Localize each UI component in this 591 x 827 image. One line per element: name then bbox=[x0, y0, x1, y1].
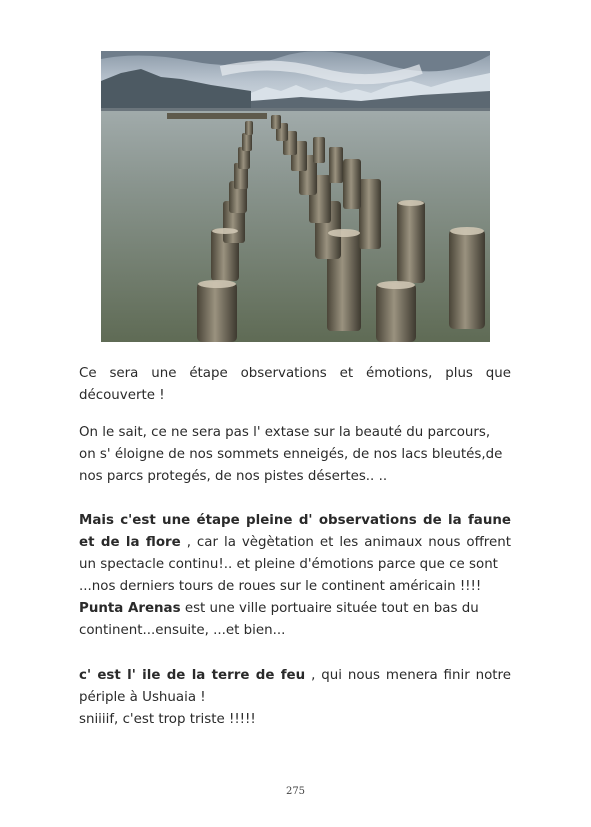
paragraph-ushuaia bbox=[79, 665, 511, 731]
tierra-del-fuego-emphasis: c' est l' ile de la terre de feu bbox=[79, 668, 306, 683]
page-number: 275 bbox=[285, 786, 306, 797]
last-roads-line: ...nos derniers tours de roues sur le continent américain !!!! bbox=[79, 579, 482, 594]
paragraph-route-line: on s' éloigne de nos sommets enneigés, de nos lacs bleutés,de bbox=[79, 447, 503, 462]
paragraph-route-line: On le sait, ce ne sera pas l' extase sur la beauté du parcours, bbox=[79, 425, 491, 440]
paragraph-intro: Ce sera une étape observations et émotions, plus que découverte ! bbox=[79, 366, 511, 403]
paragraph-route bbox=[79, 422, 511, 488]
sad-line: sniiiif, c'est trop triste !!!!! bbox=[79, 712, 256, 727]
paragraph-fauna-flora bbox=[79, 510, 511, 642]
pier-photo bbox=[101, 51, 490, 342]
ushuaia-sentence bbox=[79, 665, 511, 709]
fauna-flora-emphasis: Mais c'est une étape pleine d' observations de la faune et de la flore bbox=[79, 513, 511, 550]
fauna-flora-text: , car la vègètation et les animaux nous offrent un spectacle continu!.. et pleine d'émotions parce que ce sont bbox=[79, 535, 511, 572]
punta-arenas-text: est une ville portuaire située tout en bas du bbox=[180, 601, 479, 616]
ushuaia-text: , qui nous menera finir notre périple à Ushuaia ! bbox=[79, 668, 511, 705]
paragraph-route-line: nos parcs protegés, de nos pistes désertes.. .. bbox=[79, 469, 388, 484]
fauna-flora-sentence bbox=[79, 510, 511, 576]
punta-arenas-name: Punta Arenas bbox=[79, 601, 181, 616]
punta-arenas-sentence bbox=[79, 598, 511, 620]
continent-line: continent...ensuite, ...et bien... bbox=[79, 623, 286, 638]
pier-photo-image bbox=[101, 51, 490, 342]
